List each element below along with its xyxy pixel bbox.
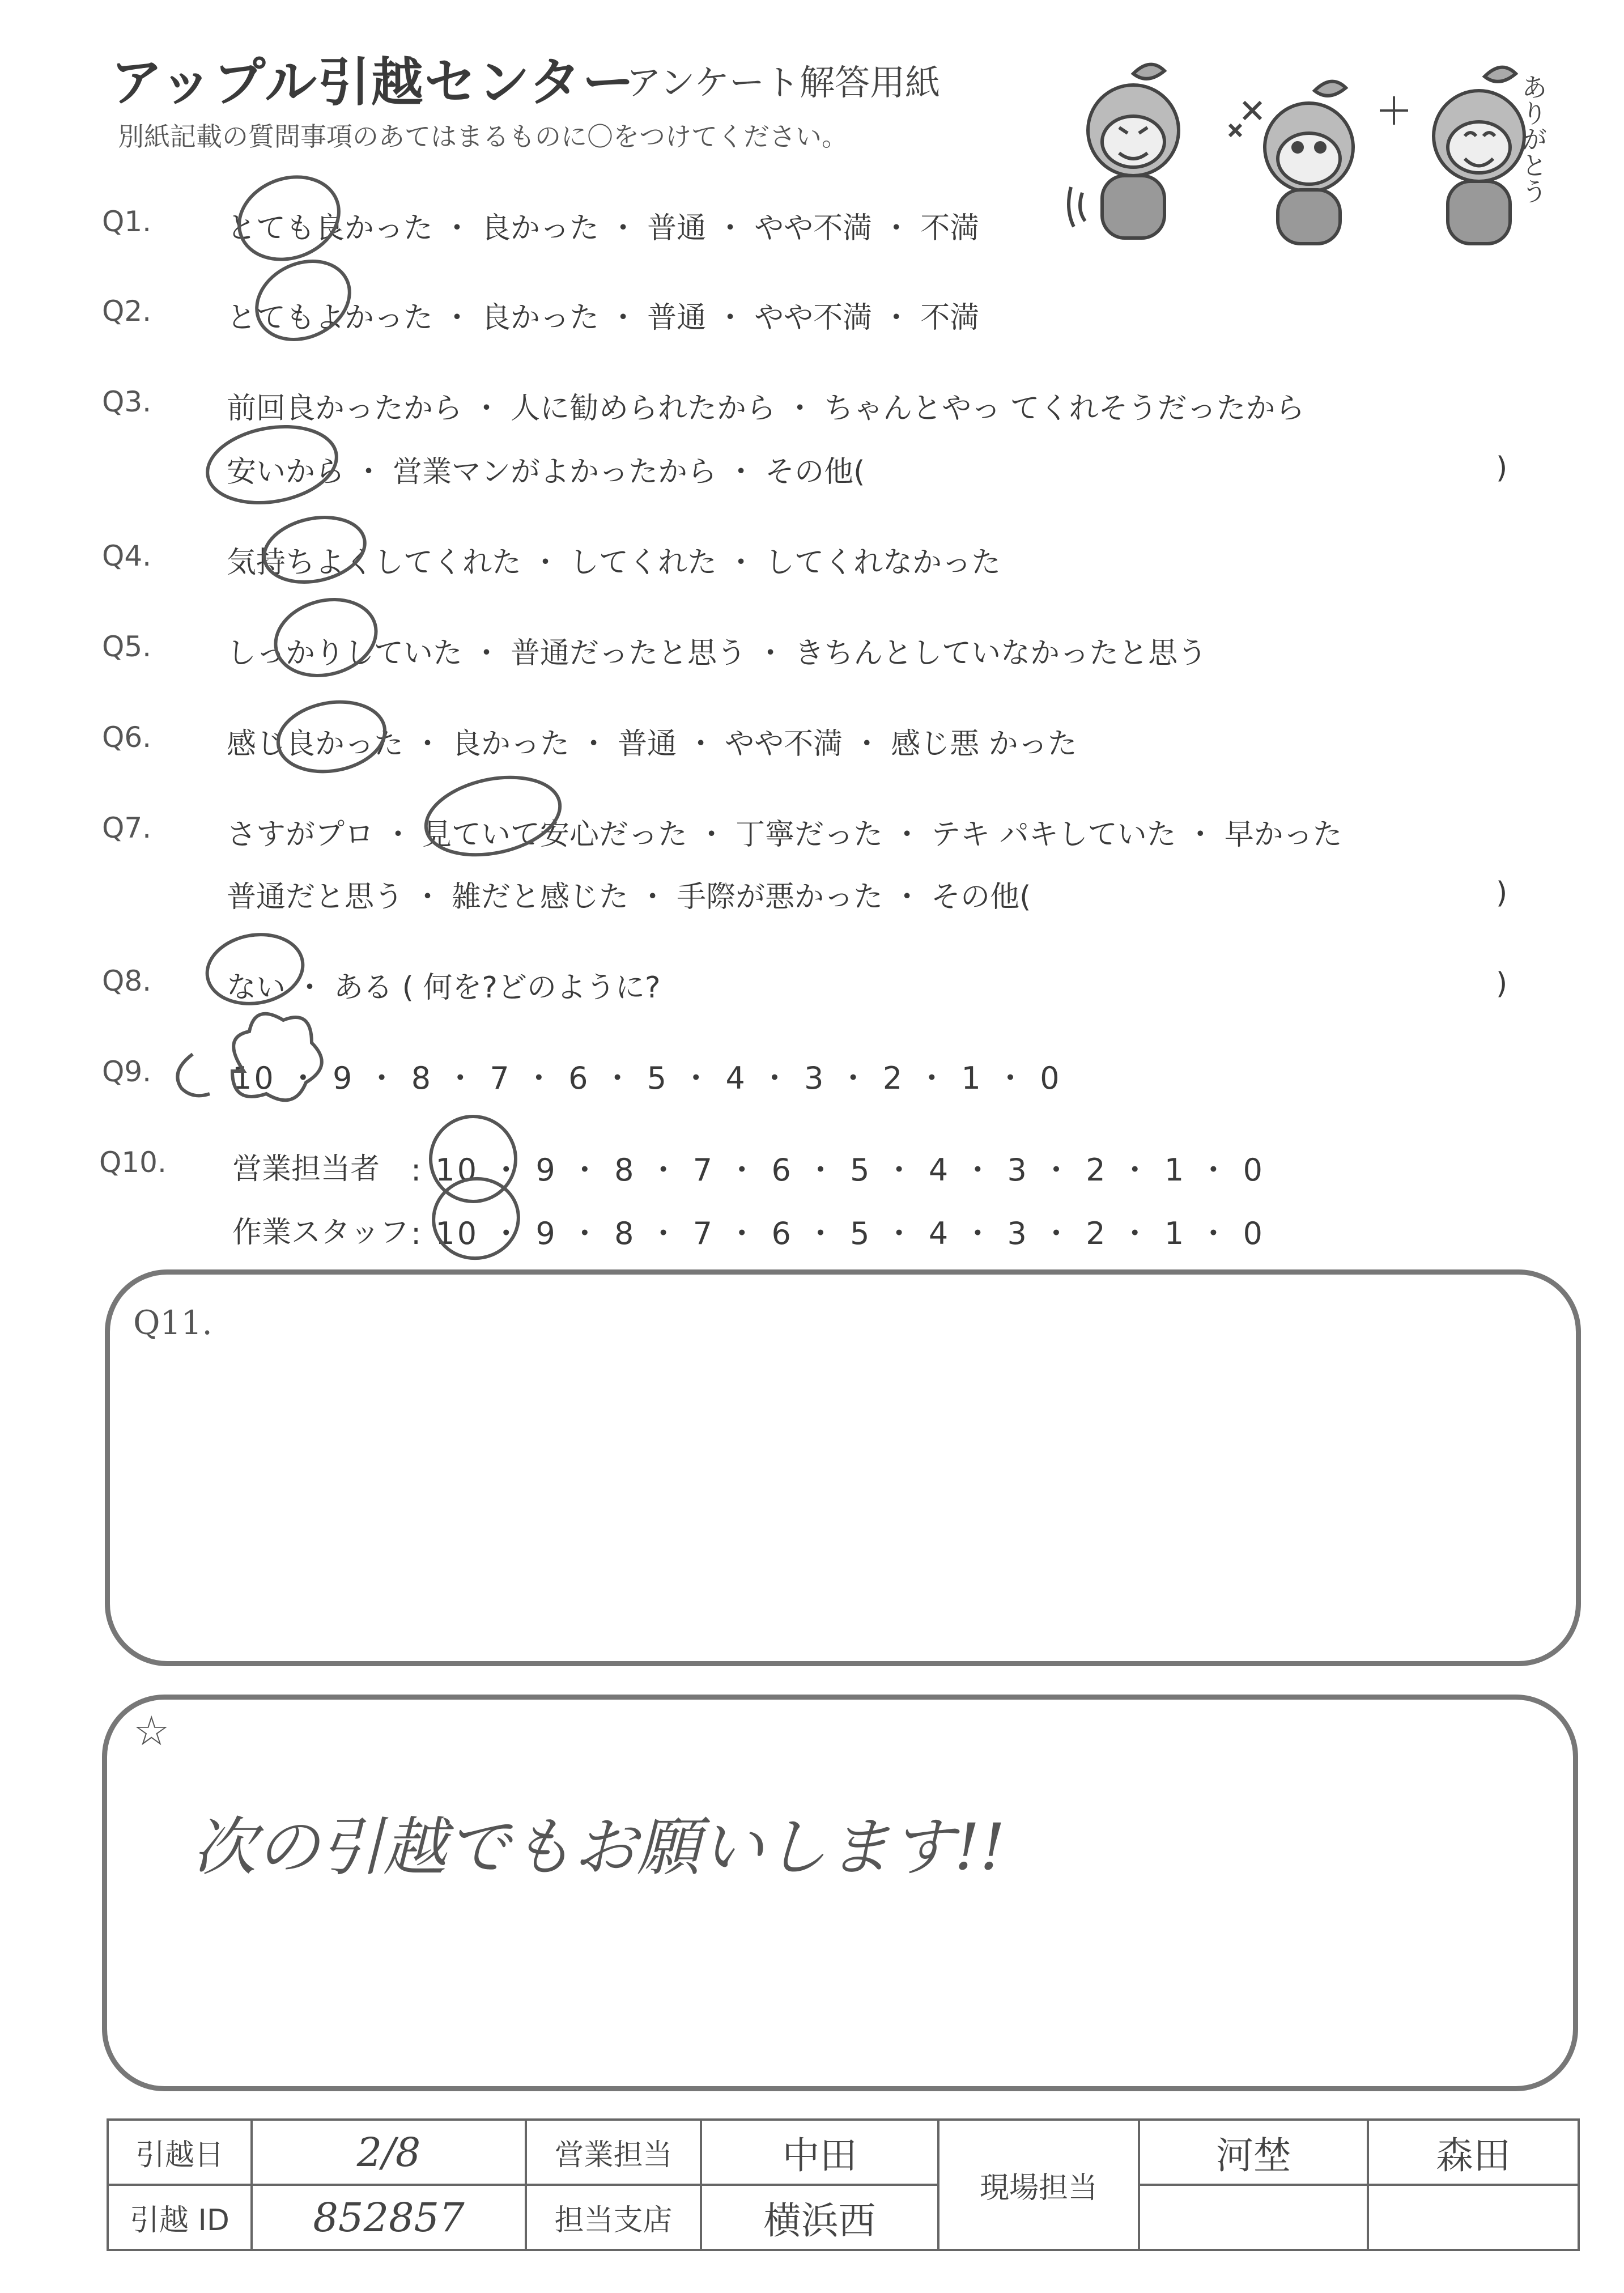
mascot-illustration: [1048, 51, 1558, 255]
move-info-table: [107, 2118, 1580, 2251]
message-box[interactable]: [102, 1695, 1578, 2091]
q7-options-line1[interactable]: さすがプロ ・ 見ていて安心だった ・ 丁寧だった ・ テキ パキしていた ・ 早かった: [227, 818, 1342, 852]
move-id-value[interactable]: 852857: [252, 2185, 526, 2250]
star-icon: ☆: [133, 1707, 170, 1755]
sales-rep-value[interactable]: 中田: [701, 2120, 938, 2185]
q5-options[interactable]: しっかりしていた ・ 普通だったと思う ・ きちんとしていなかったと思う: [227, 636, 1208, 670]
comment-box[interactable]: [105, 1269, 1581, 1666]
q8-close-paren: ): [1496, 967, 1508, 1001]
q10-sales-scale[interactable]: : 10 ・ 9 ・ 8 ・ 7 ・ 6 ・ 5 ・ 4 ・ 3 ・ 2 ・ 1 ・ 0: [411, 1152, 1265, 1188]
q4-options[interactable]: 気持ちよくしてくれた ・ してくれた ・ してくれなかった: [227, 546, 1001, 580]
comment-box-label: Q11.: [133, 1303, 212, 1342]
sales-rep-label: 営業担当: [526, 2120, 701, 2185]
q2-label: Q2.: [102, 295, 152, 328]
q10-staff-label: 作業スタッフ: [232, 1216, 410, 1250]
q6-options[interactable]: 感じ良かった ・ 良かった ・ 普通 ・ やや不満 ・ 感じ悪 かった: [227, 727, 1077, 761]
site-rep-label: 現場担当: [938, 2120, 1139, 2250]
q8-options[interactable]: ない ・ ある ( 何を?どのように?: [227, 971, 661, 1005]
q10-sales-label: 営業担当者: [232, 1152, 380, 1186]
handwritten-message: 次の引越でもお願いします!!: [193, 1811, 1006, 1884]
site-rep-extra-1[interactable]: [1139, 2185, 1368, 2250]
move-id-label: 引越 ID: [108, 2185, 252, 2250]
q10-staff-scale[interactable]: : 10 ・ 9 ・ 8 ・ 7 ・ 6 ・ 5 ・ 4 ・ 3 ・ 2 ・ 1 ・ 0: [411, 1216, 1265, 1251]
site-rep-value-2[interactable]: 森田: [1368, 2120, 1579, 2185]
q4-label: Q4.: [102, 540, 152, 572]
q10-label: Q10.: [99, 1146, 167, 1179]
q3-close-paren: ): [1496, 451, 1508, 485]
q3-options-line2[interactable]: 安いから ・ 営業マンがよかったから ・ その他(: [227, 455, 865, 489]
q7-options-line2[interactable]: 普通だと思う ・ 雑だと感じた ・ 手際が悪かった ・ その他(: [227, 880, 1031, 914]
q7-label: Q7.: [102, 812, 152, 844]
form-subtitle: アンケート解答用紙: [626, 62, 941, 103]
move-date-value[interactable]: 2/8: [252, 2120, 526, 2185]
branch-label: 担当支店: [526, 2185, 701, 2250]
q3-options-line1[interactable]: 前回良かったから ・ 人に勧められたから ・ ちゃんとやっ てくれそうだったから: [227, 392, 1305, 426]
branch-value[interactable]: 横浜西: [701, 2185, 938, 2250]
move-date-label: 引越日: [108, 2120, 252, 2185]
q2-options[interactable]: とてもよかった ・ 良かった ・ 普通 ・ やや不満 ・ 不満: [227, 301, 980, 335]
q3-label: Q3.: [102, 385, 152, 418]
site-rep-extra-2[interactable]: [1368, 2185, 1579, 2250]
leaf-icon: [1133, 65, 1164, 79]
q9-scale[interactable]: 10 ・ 9 ・ 8 ・ 7 ・ 6 ・ 5 ・ 4 ・ 3 ・ 2 ・ 1 ・ 0: [232, 1060, 1062, 1096]
q1-label: Q1.: [102, 205, 152, 238]
q7-close-paren: ): [1496, 876, 1508, 910]
site-rep-value-1[interactable]: 河埜: [1139, 2120, 1368, 2185]
mascot-caption: ありがとう: [1517, 74, 1548, 204]
q8-label: Q8.: [102, 965, 152, 997]
form-title: アップル引越センター: [110, 52, 636, 113]
q5-label: Q5.: [102, 630, 152, 663]
q9-label: Q9.: [102, 1055, 152, 1088]
instruction-text: 別紙記載の質問事項のあてはまるものに〇をつけてください。: [118, 121, 848, 152]
q1-options[interactable]: とても良かった ・ 良かった ・ 普通 ・ やや不満 ・ 不満: [227, 211, 980, 245]
q6-label: Q6.: [102, 721, 152, 754]
